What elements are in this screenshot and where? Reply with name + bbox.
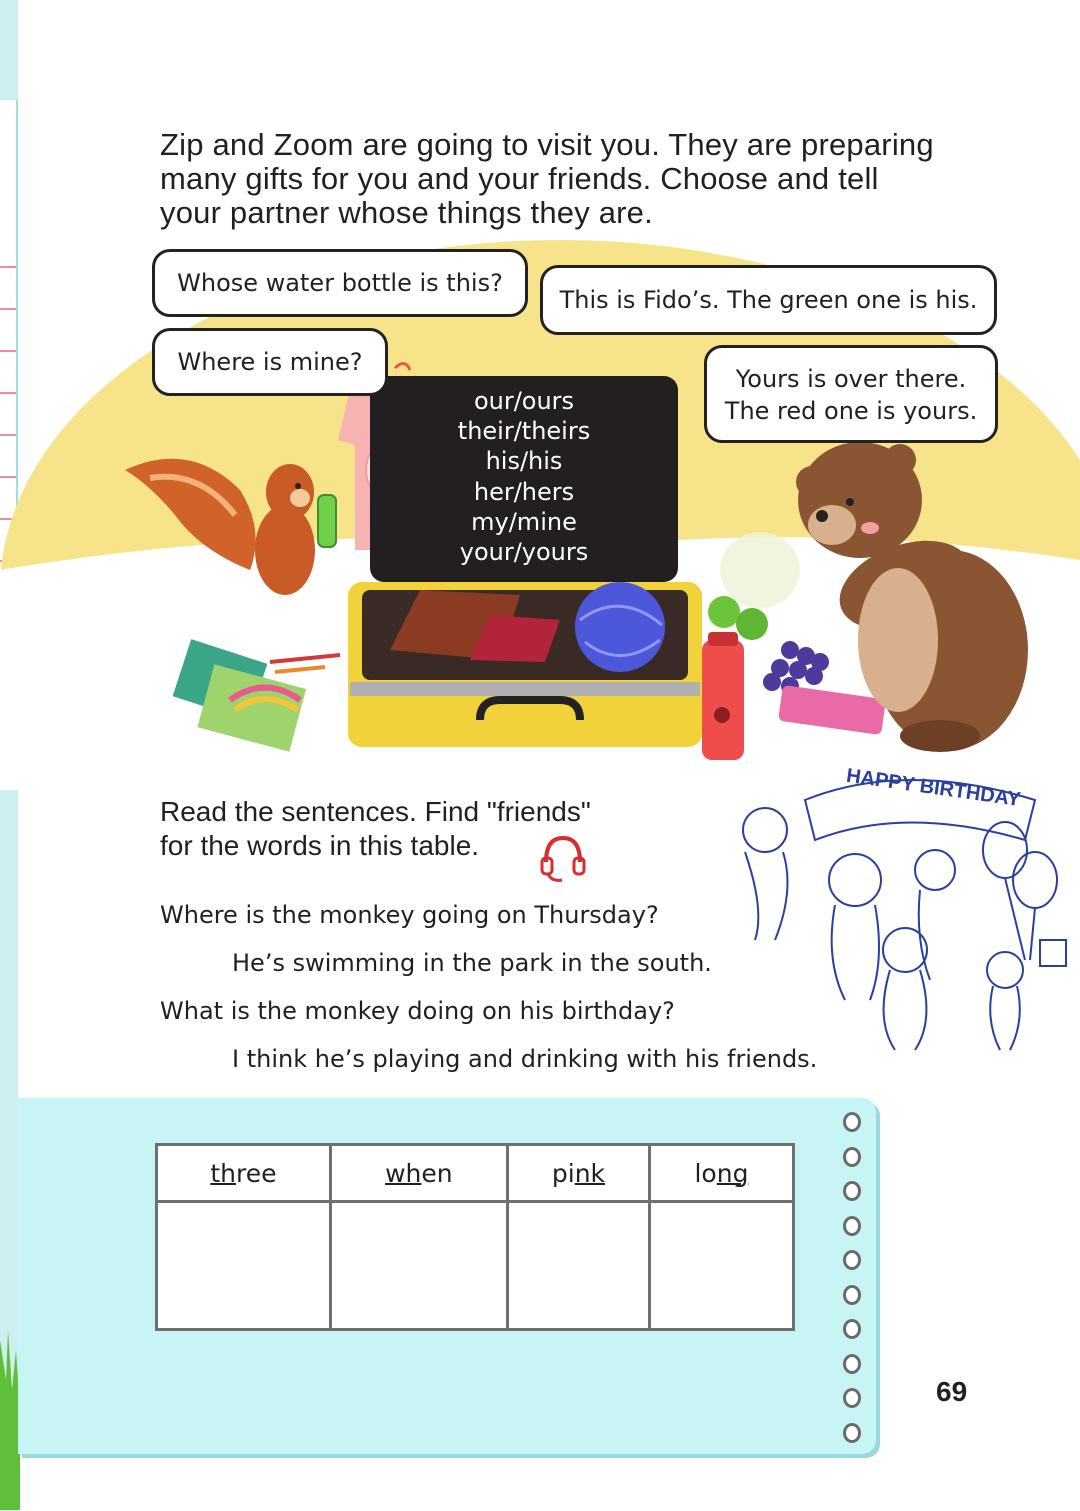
binder-ring: [843, 1388, 861, 1408]
sentence-answer: I think he’s playing and drinking with his friends.: [232, 1045, 818, 1073]
binder-ring: [843, 1112, 861, 1132]
board-word: his/his: [485, 447, 563, 476]
answer-cell[interactable]: [649, 1202, 793, 1330]
speech-bubble-where-mine: [152, 328, 388, 396]
intro-text: [160, 128, 1000, 230]
page-number: 69: [936, 1376, 968, 1407]
binder-ring: [843, 1285, 861, 1305]
speech-bubble-whose-bottle: [152, 249, 528, 317]
intro-line: Zip and Zoom are going to visit you. They are preparing: [160, 127, 934, 162]
table-header-cell: when: [330, 1145, 507, 1202]
board-word: your/yours: [459, 538, 589, 567]
binder-ring: [843, 1250, 861, 1270]
binder-ring: [843, 1354, 861, 1374]
section2-title-line: Read the sentences. Find "friends": [160, 796, 591, 827]
headphones-icon[interactable]: [538, 832, 588, 884]
sentence-question: What is the monkey doing on his birthday?: [160, 997, 675, 1025]
red-bottle: [702, 632, 744, 760]
binder-ring: [843, 1216, 861, 1236]
table-header-cell: pink: [507, 1145, 649, 1202]
binder-ring: [843, 1423, 861, 1443]
sentence-answer: He’s swimming in the park in the south.: [232, 949, 712, 977]
bubble-text: Whose water bottle is this?: [177, 269, 503, 297]
birthday-party-illustration: [705, 760, 1080, 1060]
binder-ring: [843, 1147, 861, 1167]
table-header-cell: three: [157, 1145, 331, 1202]
page-edge-top: [0, 0, 18, 100]
answer-cell[interactable]: [507, 1202, 649, 1330]
bubble-text: The red one is yours.: [724, 397, 978, 425]
sentence-question: Where is the monkey going on Thursday?: [160, 901, 659, 929]
binder-ring: [843, 1319, 861, 1339]
board-word: my/mine: [471, 507, 577, 536]
bubble-text: This is Fido’s. The green one is his.: [559, 286, 978, 314]
table-header-cell: long: [649, 1145, 793, 1202]
section2-title-line: for the words in this table.: [160, 830, 480, 861]
intro-line: many gifts for you and your friends. Choose and tell: [160, 161, 879, 196]
bubble-text: Yours is over there.: [735, 365, 967, 393]
board-word: her/hers: [473, 477, 575, 506]
banner-text: HAPPY BIRTHDAY: [844, 764, 1022, 812]
speech-bubble-yours: [704, 345, 998, 443]
binder-ring: [843, 1181, 861, 1201]
phonics-table: [155, 1143, 795, 1331]
speech-bubble-fidos: [540, 265, 997, 335]
suitcase-illustration: [348, 582, 702, 747]
section2-instructions: [160, 795, 680, 863]
answer-cell[interactable]: [330, 1202, 507, 1330]
answer-cell[interactable]: [157, 1202, 331, 1330]
bubble-text: Where is mine?: [177, 348, 363, 376]
board-word: their/theirs: [457, 417, 591, 446]
board-word: our/ours: [473, 387, 575, 415]
intro-line: your partner whose things they are.: [160, 195, 653, 230]
pronoun-word-board: [372, 378, 676, 580]
grass-decoration: [0, 1320, 20, 1510]
